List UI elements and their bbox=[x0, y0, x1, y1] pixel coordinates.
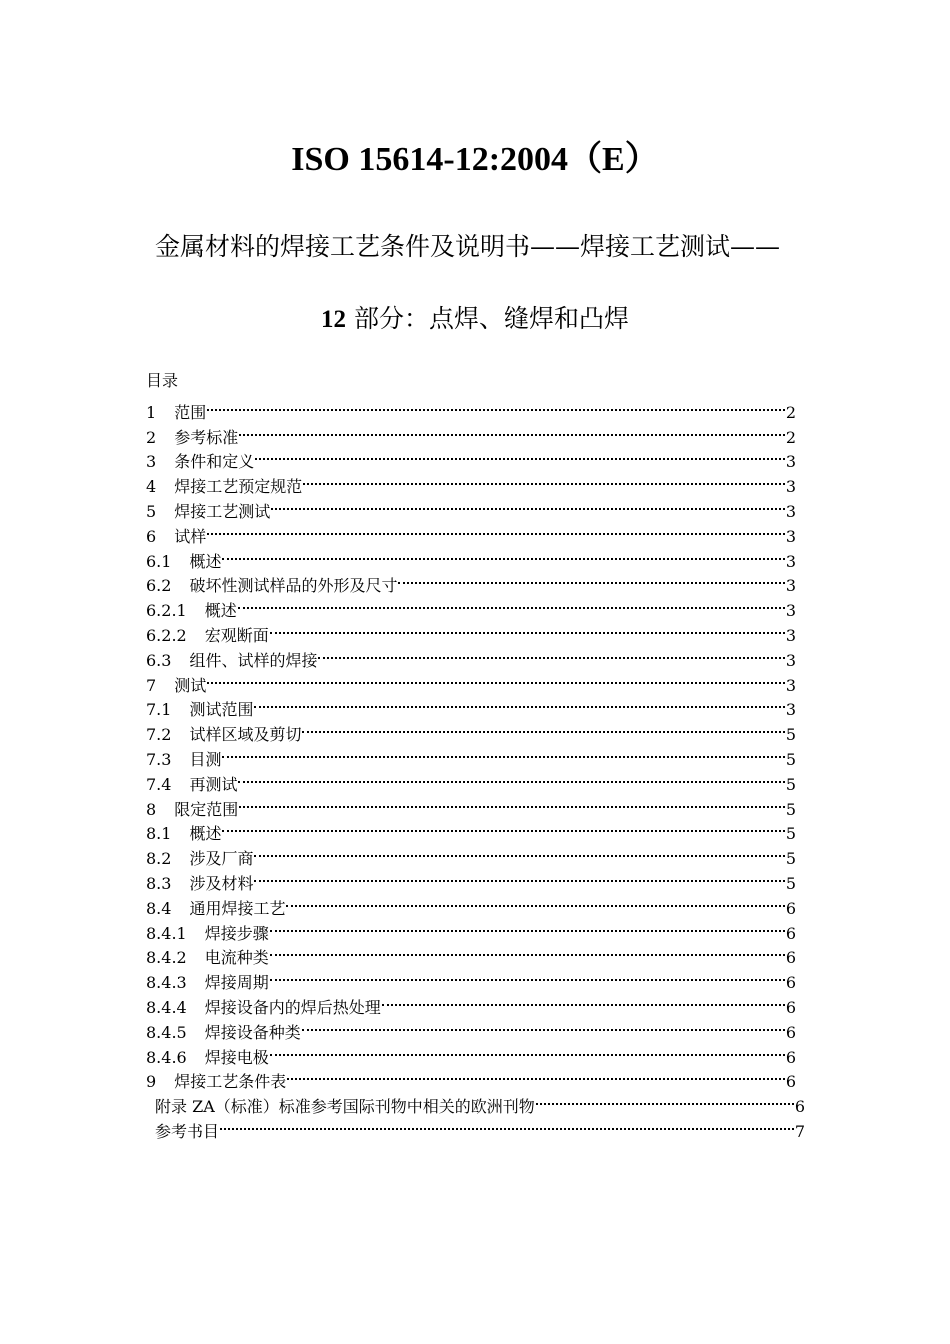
toc-entry-number: 4 bbox=[146, 477, 157, 497]
toc-entry-page: 6 bbox=[785, 1047, 796, 1067]
toc-entry-label: 附录 ZA（标准）标准参考国际刊物中相关的欧洲刊物 bbox=[155, 1097, 535, 1117]
toc-entry-page: 5 bbox=[785, 799, 796, 819]
toc-entry-number: 8.4.4 bbox=[146, 997, 187, 1017]
toc-entry-label: 焊接工艺预定规范 bbox=[174, 477, 303, 497]
toc-entry-page: 6 bbox=[785, 898, 796, 918]
toc-dot-leader bbox=[254, 864, 784, 889]
toc-entry-label: 涉及厂商 bbox=[189, 849, 254, 869]
toc-entry-label: 限定范围 bbox=[174, 799, 239, 819]
toc-entry-page: 3 bbox=[785, 576, 796, 596]
toc-entry-page: 6 bbox=[785, 1072, 796, 1092]
toc-entry-number: 1 bbox=[146, 402, 157, 422]
toc-entry-label: 条件和定义 bbox=[174, 452, 255, 472]
toc-heading: 目录 bbox=[146, 371, 179, 390]
toc-entry-page: 3 bbox=[785, 675, 796, 695]
toc-entry-page: 7 bbox=[794, 1121, 805, 1141]
toc-entry-label: 焊接设备内的焊后热处理 bbox=[204, 997, 381, 1017]
toc-dot-leader bbox=[270, 1038, 785, 1063]
toc-entry-label: 概述 bbox=[204, 601, 237, 621]
toc-entry-number: 8.4.2 bbox=[146, 948, 187, 968]
toc-dot-leader bbox=[536, 1087, 794, 1112]
toc-entry[interactable] bbox=[146, 418, 796, 447]
toc-dot-leader bbox=[254, 839, 784, 864]
toc-entry[interactable] bbox=[146, 616, 796, 645]
toc-entry-number: 2 bbox=[146, 427, 157, 447]
toc-dot-leader bbox=[222, 542, 784, 567]
toc-entry-label: 再测试 bbox=[189, 774, 238, 794]
toc-entry[interactable] bbox=[146, 1112, 805, 1141]
toc-entry[interactable] bbox=[146, 542, 796, 571]
toc-entry-page: 3 bbox=[785, 551, 796, 571]
toc-entry-label: 范围 bbox=[174, 402, 207, 422]
toc-entry-label: 宏观断面 bbox=[204, 625, 269, 645]
toc-entry-page: 3 bbox=[785, 625, 796, 645]
toc-dot-leader bbox=[270, 963, 785, 988]
toc-entry[interactable] bbox=[146, 591, 796, 621]
toc-dot-leader bbox=[222, 740, 784, 765]
part-number: 12 bbox=[321, 306, 347, 333]
toc-entry-number: 8.1 bbox=[146, 824, 172, 844]
toc-entry-number: 8.3 bbox=[146, 873, 172, 893]
toc-dot-leader bbox=[207, 393, 785, 418]
toc-entry-number: 7 bbox=[146, 675, 157, 695]
toc-entry[interactable] bbox=[146, 815, 796, 844]
toc-entry-number: 7.3 bbox=[146, 749, 172, 769]
document-title: ISO 15614-12:2004（E） bbox=[291, 141, 659, 178]
toc-entry-number: 6.1 bbox=[146, 551, 172, 571]
toc-entry-page: 3 bbox=[785, 501, 796, 521]
toc-dot-leader bbox=[398, 567, 784, 592]
toc-entry-label: 焊接工艺测试 bbox=[174, 501, 271, 521]
toc-entry-page: 2 bbox=[785, 402, 796, 422]
toc-entry-number: 8.4.6 bbox=[146, 1047, 187, 1067]
toc-entry-label: 试样 bbox=[174, 526, 207, 546]
toc-entry-page: 6 bbox=[785, 997, 796, 1017]
toc-dot-leader bbox=[302, 1013, 785, 1038]
toc-dot-leader bbox=[286, 889, 784, 914]
toc-entry-number: 8 bbox=[146, 799, 157, 819]
toc-dot-leader bbox=[207, 666, 785, 691]
toc-entry-page: 3 bbox=[785, 601, 796, 621]
toc-entry-number: 8.2 bbox=[146, 849, 172, 869]
toc-dot-leader bbox=[270, 939, 785, 964]
toc-entry[interactable] bbox=[146, 567, 796, 596]
toc-dot-leader bbox=[238, 591, 785, 616]
toc-entry[interactable] bbox=[146, 790, 796, 819]
toc-dot-leader bbox=[254, 691, 784, 716]
toc-entry-number: 9 bbox=[146, 1072, 157, 1092]
toc-entry-number: 3 bbox=[146, 452, 157, 472]
toc-dot-leader bbox=[239, 790, 785, 815]
toc-entry-page: 3 bbox=[785, 700, 796, 720]
toc-entry-label: 目测 bbox=[189, 749, 222, 769]
toc-entry-number: 8.4 bbox=[146, 898, 172, 918]
toc-entry-page: 3 bbox=[785, 452, 796, 472]
document-subtitle: 金属材料的焊接工艺条件及说明书——焊接工艺测试—— bbox=[155, 232, 781, 261]
toc-dot-leader bbox=[220, 1112, 794, 1137]
toc-entry-label: 破坏性测试样品的外形及尺寸 bbox=[189, 576, 398, 596]
toc-dot-leader bbox=[382, 988, 785, 1013]
toc-entry-page: 5 bbox=[785, 849, 796, 869]
toc-entry-label: 焊接周期 bbox=[204, 973, 269, 993]
toc-entry[interactable] bbox=[146, 517, 796, 546]
toc-dot-leader bbox=[239, 418, 785, 443]
toc-entry-page: 5 bbox=[785, 725, 796, 745]
toc-dot-leader bbox=[270, 616, 785, 641]
toc-entry-number: 6.2.1 bbox=[146, 601, 187, 621]
toc-entry-label: 通用焊接工艺 bbox=[189, 898, 286, 918]
toc-dot-leader bbox=[222, 815, 784, 840]
toc-entry-page: 6 bbox=[785, 973, 796, 993]
document-part-title bbox=[0, 302, 950, 337]
toc-entry-page: 6 bbox=[794, 1097, 805, 1117]
toc-entry-number: 8.4.1 bbox=[146, 923, 187, 943]
toc-entry-number: 5 bbox=[146, 501, 157, 521]
toc-entry-label: 试样区域及剪切 bbox=[189, 725, 302, 745]
toc-dot-leader bbox=[318, 641, 784, 666]
toc-entry-number: 6.3 bbox=[146, 650, 172, 670]
toc-entry-label: 焊接步骤 bbox=[204, 923, 269, 943]
toc-entry-number: 7.1 bbox=[146, 700, 172, 720]
toc-entry-label: 焊接电极 bbox=[204, 1047, 269, 1067]
toc-entry-page: 6 bbox=[785, 948, 796, 968]
toc-dot-leader bbox=[238, 765, 784, 790]
toc-entry-page: 3 bbox=[785, 650, 796, 670]
toc-entry[interactable] bbox=[146, 393, 796, 422]
toc-entry-label: 组件、试样的焊接 bbox=[189, 650, 318, 670]
toc-entry-label: 参考标准 bbox=[174, 427, 239, 447]
toc-entry-label: 参考书目 bbox=[155, 1121, 220, 1141]
toc-dot-leader bbox=[207, 517, 785, 542]
toc-entry-page: 2 bbox=[785, 427, 796, 447]
toc-entry-number: 8.4.3 bbox=[146, 973, 187, 993]
toc-entry-page: 5 bbox=[785, 873, 796, 893]
toc-entry-page: 5 bbox=[785, 824, 796, 844]
toc-entry-label: 焊接设备种类 bbox=[204, 1022, 301, 1042]
table-of-contents bbox=[146, 393, 805, 1141]
toc-entry-label: 概述 bbox=[189, 824, 222, 844]
toc-entry[interactable] bbox=[146, 691, 796, 720]
toc-entry[interactable] bbox=[146, 666, 796, 695]
toc-dot-leader bbox=[255, 443, 785, 468]
toc-dot-leader bbox=[287, 1063, 785, 1088]
toc-dot-leader bbox=[271, 492, 785, 517]
toc-entry-page: 3 bbox=[785, 526, 796, 546]
toc-entry-number: 7.4 bbox=[146, 774, 172, 794]
toc-entry-number: 6.2 bbox=[146, 576, 172, 596]
toc-entry-page: 5 bbox=[785, 749, 796, 769]
toc-entry[interactable] bbox=[146, 839, 796, 869]
toc-dot-leader bbox=[270, 914, 785, 939]
toc-entry-page: 5 bbox=[785, 774, 796, 794]
toc-entry-label: 概述 bbox=[189, 551, 222, 571]
toc-entry-number: 6.2.2 bbox=[146, 625, 187, 645]
toc-entry-page: 6 bbox=[785, 1022, 796, 1042]
toc-entry[interactable] bbox=[146, 740, 796, 769]
toc-entry[interactable] bbox=[146, 443, 796, 472]
toc-entry-label: 测试范围 bbox=[189, 700, 254, 720]
toc-entry-page: 3 bbox=[785, 477, 796, 497]
toc-dot-leader bbox=[302, 715, 784, 740]
toc-entry-page: 6 bbox=[785, 923, 796, 943]
toc-entry[interactable] bbox=[146, 765, 796, 794]
toc-entry-label: 焊接工艺条件表 bbox=[174, 1072, 287, 1092]
part-text: 部分：点焊、缝焊和凸焊 bbox=[353, 304, 629, 333]
toc-entry-number: 8.4.5 bbox=[146, 1022, 187, 1042]
toc-dot-leader bbox=[303, 467, 785, 492]
toc-entry-number: 7.2 bbox=[146, 725, 172, 745]
toc-entry-label: 电流种类 bbox=[204, 948, 269, 968]
toc-entry-number: 6 bbox=[146, 526, 157, 546]
toc-entry-label: 涉及材料 bbox=[189, 873, 254, 893]
toc-entry-label: 测试 bbox=[174, 675, 207, 695]
